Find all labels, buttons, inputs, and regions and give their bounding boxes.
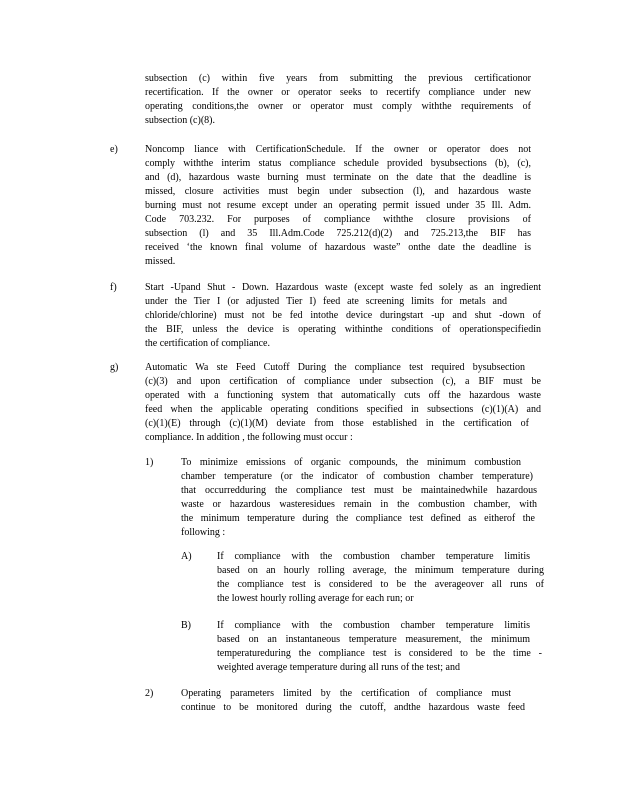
text-line: If compliance with the combustion chamber temperature limitis [217,620,530,631]
text-line: Operating parameters limited by the certification of compliance must [181,688,511,699]
text-line: chamber temperature (or the indicator of combustion chamber temperature) [181,471,533,482]
text-line: the BIF, unless the device is operating withinthe conditions of operationspecifiedin [145,324,541,335]
text-line: subsection (c) within five years from submitting the previous certificationor [145,73,531,84]
text-line: Start -Upand Shut - Down. Hazardous waste (except waste fed solely as an ingredient [145,282,541,293]
subsection-g-paragraph [145,361,541,445]
text-line: received ‘the known final volume of hazardous waste” onthe date the deadline is [145,242,531,253]
item-1a-paragraph [217,550,544,606]
text-line: and (d), hazardous waste burning must terminate on the date that the deadline is [145,172,531,183]
text-line: under the Tier I (or adjusted Tier I) feed ate screening limits for metals and [145,296,507,307]
text-line: based on an hourly rolling average, the minimum temperature during [217,565,544,576]
text-line: weighted average temperature during all runs of the test; and [217,662,460,673]
text-line: To minimize emissions of organic compounds, the minimum combustion [181,457,521,468]
text-line: subsection (l) and 35 Ill.Adm.Code 725.212(d)(2) and 725.213,the BIF has [145,228,531,239]
text-line: continue to be monitored during the cutoff, andthe hazardous waste feed [181,702,525,713]
text-line: compliance. In addition , the following must occur : [145,432,353,443]
text-line: waste or hazardous wasteresidues remain in the combustion chamber, with [181,499,537,510]
item-1a-label: A) [181,551,192,562]
item-2-label: 2) [145,688,154,699]
text-line: Code 703.232. For purposes of compliance withthe closure provisions of [145,214,531,225]
text-line: burning must not resume except under an operating permit issued under 35 Ill. Adm. [145,200,531,211]
text-line: recertification. If the owner or operator seeks to recertify compliance under new [145,87,531,98]
text-line: Automatic Wa ste Feed Cutoff During the compliance test required bysubsection [145,362,525,373]
text-line: feed when the applicable operating conditions specified in subsections (c)(1)(A) and [145,404,541,415]
text-line: the minimum temperature during the compliance test defined as eitherof the [181,513,535,524]
text-line: subsection (c)(8). [145,115,215,126]
text-line: temperatureduring the compliance test is considered to be the time - [217,648,542,659]
text-line: the compliance test is considered to be the averageover all runs of [217,579,544,590]
item-1-label: 1) [145,457,154,468]
text-line: that occurredduring the compliance test must be maintainedwhile hazardous [181,485,537,496]
text-line: (c)(1)(E) through (c)(1)(M) deviate from those established in the certification of [145,418,529,429]
text-line: chloride/chlorine) must not be fed intothe device duringstart -up and shut -down of [145,310,541,321]
text-line: If compliance with the combustion chamber temperature limitis [217,551,530,562]
text-line: Noncomp liance with CertificationSchedule. If the owner or operator does not [145,144,531,155]
text-line: the lowest hourly rolling average for each run; or [217,593,414,604]
text-line: missed, closure activities must begin under subsection (l), and hazardous waste [145,186,531,197]
subsection-e-paragraph [145,143,531,269]
intro-paragraph [145,72,531,128]
item-1b-label: B) [181,620,191,631]
subsection-f-paragraph [145,281,541,351]
text-line: (c)(3) and upon certification of compliance under subsection (c), a BIF must be [145,376,541,387]
subsection-e-label: e) [110,144,118,155]
text-line: operating conditions,the owner or operator must comply withthe requirements of [145,101,531,112]
subsection-f-label: f) [110,282,117,293]
subsection-g-label: g) [110,362,119,373]
item-1-paragraph [181,456,537,540]
text-line: following : [181,527,226,538]
text-line: based on an instantaneous temperature measurement, the minimum [217,634,530,645]
text-line: comply withthe interim status compliance schedule provided bysubsections (b), (c), [145,158,531,169]
text-line: missed. [145,256,176,267]
item-2-paragraph [181,687,525,715]
text-line: operated with a functioning system that automatically cuts off the hazardous waste [145,390,541,401]
text-line: the certification of compliance. [145,338,270,349]
item-1b-paragraph [217,619,542,675]
